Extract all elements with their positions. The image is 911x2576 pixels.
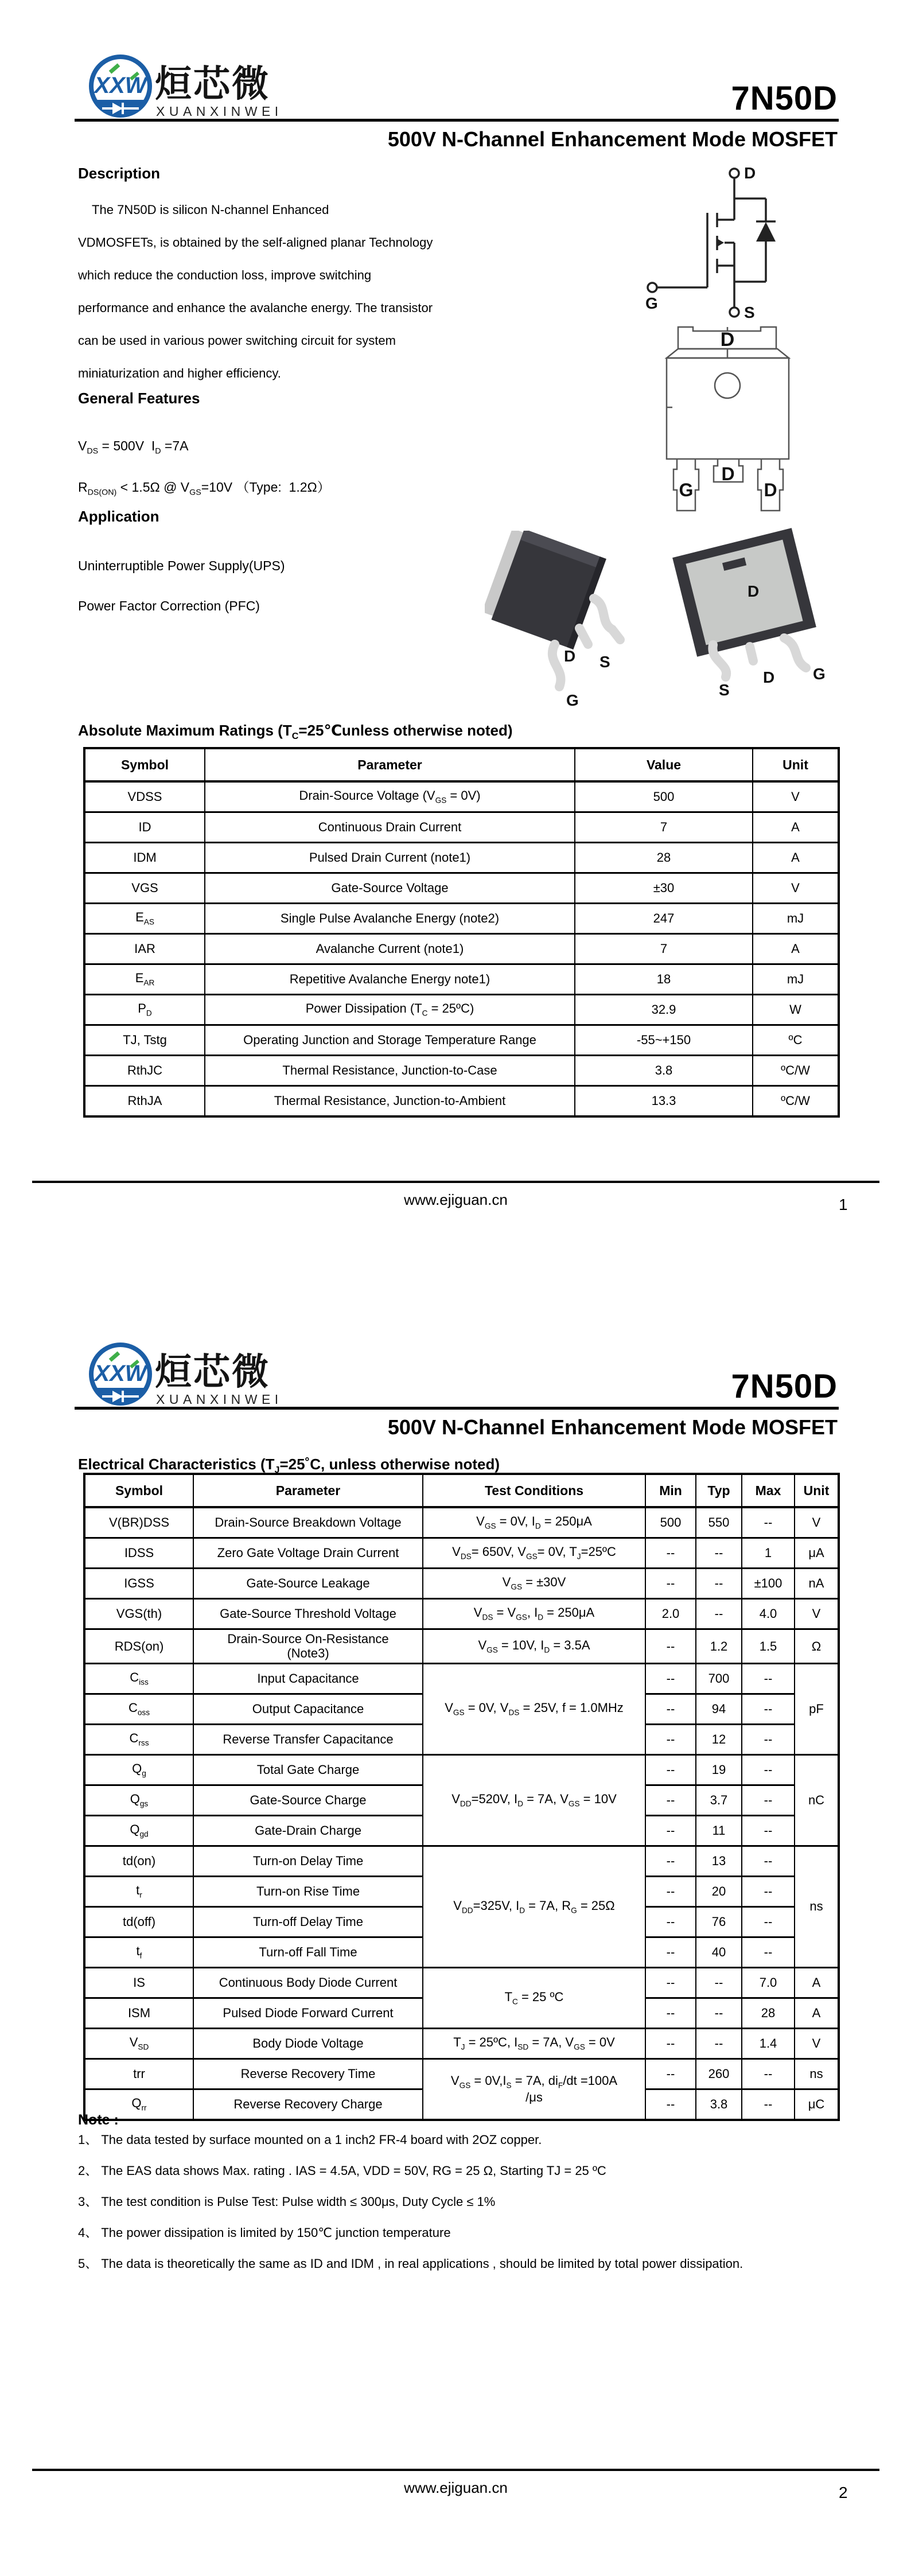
photo-front-pin-g-label: G — [566, 691, 579, 709]
table-cell: 3.8 — [696, 2089, 742, 2120]
notes-title: Note : — [78, 2112, 119, 2128]
table-row — [84, 1507, 839, 1538]
table-cell: $T_J$ = 25ºC, $I_{SD} = 7A$, $V_{GS} = 0V$ — [423, 2028, 645, 2059]
table-cell: $Q_{rr}$ — [84, 2089, 193, 2120]
table-row — [84, 2059, 839, 2089]
left-column — [78, 165, 491, 626]
table-cell: -- — [645, 1815, 696, 1846]
table-cell: -- — [645, 1754, 696, 1785]
feature-line: $V_{DS} = 500V$ $I_D =7A$ — [78, 438, 189, 456]
table-cell: μC — [795, 2089, 839, 2120]
doc-subtitle: 500V N-Channel Enhancement Mode MOSFET — [387, 1415, 838, 1439]
table-cell: nA — [795, 1569, 839, 1599]
note-line: 2、 The EAS data shows Max. rating . IAS = 4.5A, VDD = 50V, RG = 25 Ω, Starting TJ = 25 ºC — [78, 2163, 606, 2178]
note-line: 1、 The data tested by surface mounted on a 1 inch2 FR-4 board with 2OZ copper. — [78, 2133, 542, 2147]
description-paragraph — [78, 193, 491, 390]
elec-char-title: Electrical Characteristics ($T_J=25˚C$, unless otherwise noted) — [78, 1456, 500, 1476]
description-line: can be used in various power switching circuit for system — [78, 333, 396, 348]
symbol-gate-label: G — [645, 294, 658, 312]
note-line: 3、 The test condition is Pulse Test: Pulse width ≤ 300μs, Duty Cycle ≤ 1% — [78, 2194, 496, 2209]
table-cell: Gate-Source Threshold Voltage — [193, 1599, 423, 1629]
table-cell: Reverse Recovery Charge — [193, 2089, 423, 2120]
table-row — [84, 1025, 839, 1056]
table-cell: 500 — [575, 781, 753, 812]
table-cell: 1 — [742, 1538, 795, 1569]
table-cell: μA — [795, 1538, 839, 1569]
table-cell: 2.0 — [645, 1599, 696, 1629]
part-number: 7N50D — [731, 1368, 838, 1405]
table-cell: -- — [742, 1785, 795, 1815]
photo-back-pin-s-label: S — [719, 681, 730, 699]
table-cell: 28 — [742, 1998, 795, 2028]
column-header: Parameter — [205, 748, 575, 781]
table-cell: 260 — [696, 2059, 742, 2089]
table-cell: -- — [742, 1815, 795, 1846]
table-cell: $V_{GS} = 0V$, $I_D = 250\mu A$ — [423, 1507, 645, 1538]
page-number: 2 — [839, 2484, 848, 2501]
table-cell: Gate-Source Charge — [193, 1785, 423, 1815]
brand-logo — [85, 1338, 283, 1414]
table-cell: $C_{iss}$ — [84, 1663, 193, 1694]
description-line: VDMOSFETs, is obtained by the self-aligned planar Technology — [78, 235, 433, 250]
table-cell: IS — [84, 1967, 193, 1998]
table-cell: Turn-on Rise Time — [193, 1876, 423, 1906]
table-cell: 76 — [696, 1906, 742, 1937]
table-cell: Output Capacitance — [193, 1694, 423, 1724]
table-cell: -- — [645, 1724, 696, 1754]
table-cell: $t_r$ — [84, 1876, 193, 1906]
column-header: Test Conditions — [423, 1474, 645, 1507]
table-cell: 1.2 — [696, 1629, 742, 1664]
notes-list — [78, 2124, 881, 2279]
part-number: 7N50D — [731, 80, 838, 117]
table-cell: -- — [645, 2028, 696, 2059]
table-cell: 7 — [575, 934, 753, 964]
table-cell: $V_{DS}= 650V$, $V_{GS}= 0V$, $T_J=25ºC$ — [423, 1538, 645, 1569]
table-cell: -- — [645, 2089, 696, 2120]
table-cell: 7.0 — [742, 1967, 795, 1998]
table-cell: A — [795, 1998, 839, 2028]
table-row — [84, 1846, 839, 1876]
table-cell: 18 — [575, 964, 753, 995]
table-cell: -- — [696, 1569, 742, 1599]
table-cell: 12 — [696, 1724, 742, 1754]
table-cell: RthJA — [84, 1086, 205, 1117]
table-row — [84, 1474, 839, 1507]
table-row — [84, 843, 839, 873]
table-cell: Repetitive Avalanche Energy note1) — [205, 964, 575, 995]
column-header: Symbol — [84, 1474, 193, 1507]
table-cell: -- — [645, 1663, 696, 1694]
table-cell: -- — [742, 1694, 795, 1724]
table-cell: -- — [742, 1846, 795, 1876]
column-header: Unit — [753, 748, 839, 781]
table-cell: -- — [696, 1599, 742, 1629]
table-cell: ±30 — [575, 873, 753, 904]
table-cell: Turn-on Delay Time — [193, 1846, 423, 1876]
table-cell: 550 — [696, 1507, 742, 1538]
table-cell: IDSS — [84, 1538, 193, 1569]
table-cell: -- — [645, 1906, 696, 1937]
table-cell: Thermal Resistance, Junction-to-Ambient — [205, 1086, 575, 1117]
table-cell: Avalanche Current (note1) — [205, 934, 575, 964]
table-cell: TJ, Tstg — [84, 1025, 205, 1056]
table-cell: $V_{GS} = 0V$, $V_{DS} = 25V$, f = 1.0MHz — [423, 1663, 645, 1754]
outline-pin-middle-label: D — [721, 464, 735, 484]
application-line: Power Factor Correction (PFC) — [78, 598, 260, 613]
table-cell: ºC/W — [753, 1086, 839, 1117]
table-row — [84, 964, 839, 995]
outline-tab-label: D — [720, 329, 735, 351]
application-title: Application — [78, 508, 159, 525]
table-cell: -- — [645, 1569, 696, 1599]
abs-max-table — [83, 747, 840, 1118]
table-cell: V — [795, 2028, 839, 2059]
column-header: Typ — [696, 1474, 742, 1507]
table-cell: ºC/W — [753, 1056, 839, 1086]
table-cell: Drain-Source Breakdown Voltage — [193, 1507, 423, 1538]
table-cell: -- — [742, 1876, 795, 1906]
table-cell: Body Diode Voltage — [193, 2028, 423, 2059]
table-cell: $V_{GS} = 0V,I_S = 7A$, $di_F/dt =100A$ /μs — [423, 2059, 645, 2120]
table-row — [84, 1663, 839, 1694]
table-cell: ns — [795, 2059, 839, 2089]
table-cell: -- — [645, 1876, 696, 1906]
table-cell: ISM — [84, 1998, 193, 2028]
table-cell: A — [795, 1967, 839, 1998]
table-cell: 7 — [575, 812, 753, 843]
table-cell: 20 — [696, 1876, 742, 1906]
photo-front-pin-d-label: D — [564, 647, 576, 665]
table-cell: A — [753, 934, 839, 964]
table-cell: Pulsed Diode Forward Current — [193, 1998, 423, 2028]
table-cell: V — [795, 1507, 839, 1538]
table-row — [84, 873, 839, 904]
table-cell: Reverse Recovery Time — [193, 2059, 423, 2089]
table-cell: -- — [742, 2059, 795, 2089]
table-cell: Gate-Source Leakage — [193, 1569, 423, 1599]
description-line: The 7N50D is silicon N-channel Enhanced — [78, 203, 329, 217]
table-cell: -- — [742, 1507, 795, 1538]
table-cell: Turn-off Fall Time — [193, 1937, 423, 1967]
footer-rule — [32, 2469, 879, 2471]
table-cell: ID — [84, 812, 205, 843]
table-cell: $V_{DS} = V_{GS}$, $I_D = 250\mu A$ — [423, 1599, 645, 1629]
table-cell: -- — [696, 1538, 742, 1569]
table-cell: $Q_{gs}$ — [84, 1785, 193, 1815]
table-cell: Drain-Source Voltage $(V_{GS} = 0V)$ — [205, 781, 575, 812]
table-cell: -- — [742, 1906, 795, 1937]
footer-url: www.ejiguan.cn — [404, 1191, 508, 1208]
brand-name-en: XUANXINWEI — [156, 104, 283, 119]
mosfet-arrow-icon — [717, 239, 724, 247]
note-line: 5、 The data is theoretically the same as ID and IDM , in real applications , should be limited by total power dissipation. — [78, 2256, 743, 2271]
table-cell: ±100 — [742, 1569, 795, 1599]
package-photo-front — [485, 531, 651, 726]
description-line: performance and enhance the avalanche energy. The transistor — [78, 301, 433, 315]
table-cell: -- — [645, 1967, 696, 1998]
table-cell: A — [753, 812, 839, 843]
abs-max-title: Absolute Maximum Ratings ($T_C=25℃unless$ otherwise noted) — [78, 722, 513, 742]
features-title: General Features — [78, 390, 200, 407]
table-cell: td(on) — [84, 1846, 193, 1876]
table-cell: -- — [645, 2059, 696, 2089]
table-header-row — [84, 748, 839, 781]
table-cell: V(BR)DSS — [84, 1507, 193, 1538]
table-row — [84, 1967, 839, 1998]
table-cell: Total Gate Charge — [193, 1754, 423, 1785]
table-row — [84, 1538, 839, 1569]
table-cell: Continuous Drain Current — [205, 812, 575, 843]
table-cell: nC — [795, 1754, 839, 1846]
table-cell: 4.0 — [742, 1599, 795, 1629]
page-number: 1 — [839, 1196, 848, 1213]
table-row — [84, 781, 839, 812]
table-cell: Drain-Source On-Resistance (Note3) — [193, 1629, 423, 1664]
table-cell: W — [753, 995, 839, 1025]
table-cell: $V_{GS} = \pm 30V$ — [423, 1569, 645, 1599]
feature-line: $R_{DS(ON)} < 1.5\Omega$ @ $V_{GS}=10V$ （Type: 1.2Ω） — [78, 480, 330, 497]
table-cell: $Q_g$ — [84, 1754, 193, 1785]
table-cell: $E_{AR}$ — [84, 964, 205, 995]
table-cell: Input Capacitance — [193, 1663, 423, 1694]
table-cell: 247 — [575, 904, 753, 934]
table-cell: Gate-Drain Charge — [193, 1815, 423, 1846]
features-list — [78, 425, 491, 508]
table-cell: 40 — [696, 1937, 742, 1967]
column-header: Parameter — [193, 1474, 423, 1507]
table-cell: 28 — [575, 843, 753, 873]
table-cell: $C_{oss}$ — [84, 1694, 193, 1724]
table-row — [84, 1754, 839, 1785]
table-cell: $P_D$ — [84, 995, 205, 1025]
table-row — [84, 1086, 839, 1117]
table-cell: -- — [645, 1937, 696, 1967]
table-cell: RDS(on) — [84, 1629, 193, 1664]
photo-back-tab-label: D — [748, 582, 760, 600]
table-cell: -- — [645, 1694, 696, 1724]
table-cell: V — [795, 1599, 839, 1629]
column-header: Unit — [795, 1474, 839, 1507]
elec-char-table — [83, 1473, 840, 2121]
brand-name-zh: 烜芯微 — [155, 1351, 270, 1392]
table-cell: Reverse Transfer Capacitance — [193, 1724, 423, 1754]
table-header-row — [84, 1474, 839, 1507]
body-diode-icon — [756, 222, 776, 242]
table-row — [84, 1569, 839, 1599]
table-cell: 32.9 — [575, 995, 753, 1025]
table-cell: -- — [696, 2028, 742, 2059]
application-line: Uninterruptible Power Supply(UPS) — [78, 558, 285, 573]
table-cell: 3.8 — [575, 1056, 753, 1086]
outline-pin-right-label: D — [764, 480, 777, 500]
table-cell: td(off) — [84, 1906, 193, 1937]
header-rule — [75, 1407, 839, 1410]
doc-subtitle: 500V N-Channel Enhancement Mode MOSFET — [387, 127, 838, 151]
footer-rule — [32, 1181, 879, 1183]
table-cell: 19 — [696, 1754, 742, 1785]
brand-logo — [85, 50, 283, 126]
table-cell: VDSS — [84, 781, 205, 812]
table-cell: V — [753, 781, 839, 812]
table-cell: $V_{GS} = 10V$, $I_D = 3.5A$ — [423, 1629, 645, 1664]
table-cell: 700 — [696, 1663, 742, 1694]
table-cell: -- — [645, 1785, 696, 1815]
column-header: Symbol — [84, 748, 205, 781]
table-row — [84, 2028, 839, 2059]
table-cell: RthJC — [84, 1056, 205, 1086]
table-cell: mJ — [753, 964, 839, 995]
table-cell: 3.7 — [696, 1785, 742, 1815]
photo-front-pin-s-label: S — [599, 653, 610, 671]
logo-monogram: XXW — [94, 73, 147, 98]
brand-name-en: XUANXINWEI — [156, 1392, 283, 1407]
table-cell: -- — [645, 1629, 696, 1664]
table-row — [84, 904, 839, 934]
table-cell: trr — [84, 2059, 193, 2089]
table-cell: -- — [645, 1538, 696, 1569]
table-cell: IAR — [84, 934, 205, 964]
table-cell: Single Pulse Avalanche Energy (note2) — [205, 904, 575, 934]
table-cell: -55~+150 — [575, 1025, 753, 1056]
table-cell: Thermal Resistance, Junction-to-Case — [205, 1056, 575, 1086]
table-cell: 11 — [696, 1815, 742, 1846]
column-header: Max — [742, 1474, 795, 1507]
table-cell: -- — [742, 1663, 795, 1694]
symbol-source-label: S — [744, 303, 755, 321]
brand-name-zh: 烜芯微 — [155, 63, 270, 104]
table-cell: $V_{DD}=520V$, $I_D = 7A$, $V_{GS} = 10V$ — [423, 1754, 645, 1846]
table-cell: ns — [795, 1846, 839, 1967]
table-cell: VGS — [84, 873, 205, 904]
table-row — [84, 934, 839, 964]
table-cell: -- — [742, 1754, 795, 1785]
table-cell: $Q_{gd}$ — [84, 1815, 193, 1846]
table-cell: $T_C = 25$ ºC — [423, 1967, 645, 2028]
table-cell: $V_{DD}=325V$, $I_D = 7A$, $R_G = 25\Omega$ — [423, 1846, 645, 1967]
table-cell: -- — [696, 1998, 742, 2028]
description-title: Description — [78, 165, 161, 182]
table-cell: $C_{rss}$ — [84, 1724, 193, 1754]
table-cell: $V_{SD}$ — [84, 2028, 193, 2059]
table-cell: IDM — [84, 843, 205, 873]
column-header: Min — [645, 1474, 696, 1507]
table-cell: 13.3 — [575, 1086, 753, 1117]
table-cell: Power Dissipation ($T_C$ = 25ºC) — [205, 995, 575, 1025]
table-row — [84, 1629, 839, 1664]
table-cell: -- — [645, 1846, 696, 1876]
photo-back-pin-d-label: D — [763, 668, 775, 686]
outline-pin-left-label: G — [679, 480, 694, 500]
table-cell: VGS(th) — [84, 1599, 193, 1629]
table-cell: -- — [742, 1724, 795, 1754]
table-cell: 1.4 — [742, 2028, 795, 2059]
table-cell: 1.5 — [742, 1629, 795, 1664]
table-cell: 94 — [696, 1694, 742, 1724]
table-cell: Zero Gate Voltage Drain Current — [193, 1538, 423, 1569]
header-rule — [75, 119, 839, 122]
table-cell: ºC — [753, 1025, 839, 1056]
table-row — [84, 812, 839, 843]
mosfet-symbol-figure — [622, 164, 817, 330]
table-row — [84, 1599, 839, 1629]
table-cell: -- — [645, 1998, 696, 2028]
description-line: miniaturization and higher efficiency. — [78, 366, 281, 380]
table-cell: 13 — [696, 1846, 742, 1876]
table-cell: Pulsed Drain Current (note1) — [205, 843, 575, 873]
table-cell: Turn-off Delay Time — [193, 1906, 423, 1937]
table-cell: A — [753, 843, 839, 873]
footer-url: www.ejiguan.cn — [404, 2479, 508, 2496]
logo-monogram: XXW — [94, 1361, 147, 1386]
table-cell: pF — [795, 1663, 839, 1754]
page-2 — [0, 1288, 911, 2576]
table-cell: V — [753, 873, 839, 904]
table-cell: IGSS — [84, 1569, 193, 1599]
table-cell: Continuous Body Diode Current — [193, 1967, 423, 1998]
table-cell: -- — [742, 1937, 795, 1967]
table-cell: 500 — [645, 1507, 696, 1538]
column-header: Value — [575, 748, 753, 781]
table-cell: -- — [742, 2089, 795, 2120]
symbol-drain-label: D — [744, 164, 756, 182]
table-cell: $t_f$ — [84, 1937, 193, 1967]
description-line: which reduce the conduction loss, improve switching — [78, 268, 372, 282]
table-cell: -- — [696, 1967, 742, 1998]
table-cell: Gate-Source Voltage — [205, 873, 575, 904]
package-outline-figure — [591, 321, 895, 513]
table-row — [84, 1056, 839, 1086]
table-cell: $E_{AS}$ — [84, 904, 205, 934]
table-row — [84, 995, 839, 1025]
table-row — [84, 748, 839, 781]
table-cell: mJ — [753, 904, 839, 934]
table-cell: Operating Junction and Storage Temperature Range — [205, 1025, 575, 1056]
package-photo-back — [663, 523, 840, 701]
note-line: 4、 The power dissipation is limited by 150℃ junction temperature — [78, 2225, 451, 2240]
application-list — [78, 546, 491, 626]
photo-back-pin-g-label: G — [813, 665, 826, 683]
table-cell: Ω — [795, 1629, 839, 1664]
